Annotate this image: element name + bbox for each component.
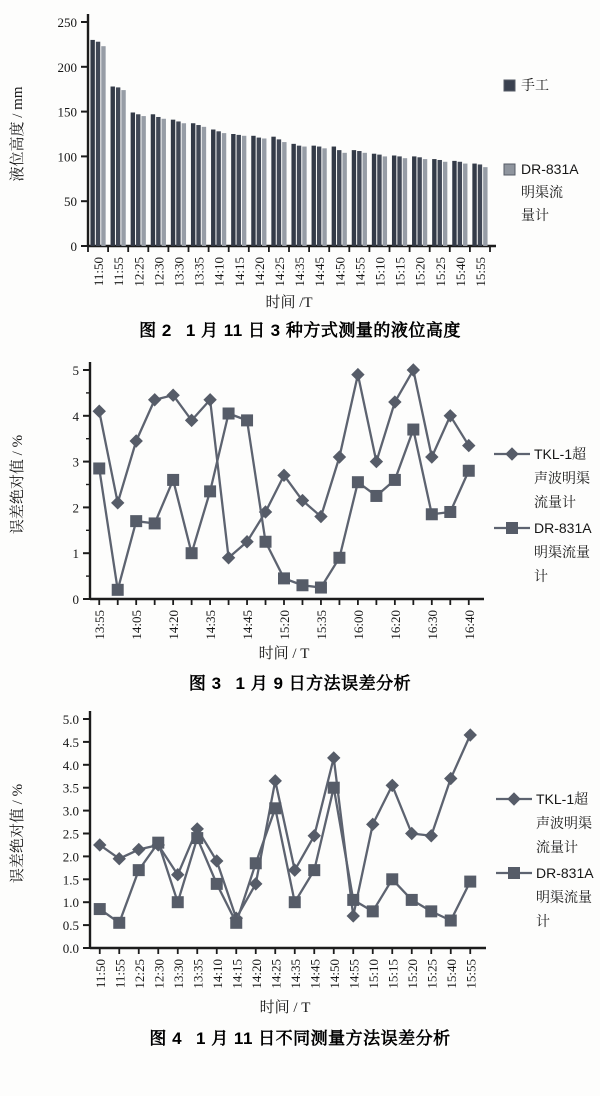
y-axis-title: 液位高度 / mm	[10, 86, 26, 182]
bar	[383, 156, 387, 246]
square-marker	[445, 506, 456, 517]
bar	[417, 157, 421, 246]
x-tick-label: 14:15	[229, 959, 245, 989]
bar	[121, 90, 125, 246]
y-tick-label: 3.0	[62, 803, 79, 819]
x-tick-label: 14:50	[332, 257, 348, 287]
y-tick-label: 4.0	[62, 757, 79, 773]
legend-item-1	[504, 77, 549, 93]
diamond-marker	[463, 440, 475, 452]
legend-swatch	[504, 164, 515, 175]
diamond-marker	[444, 410, 456, 422]
y-axis-title: 误差绝对值 / %	[10, 434, 26, 535]
diamond-marker	[508, 793, 520, 805]
line-series-2	[94, 408, 475, 595]
square-marker	[211, 878, 222, 889]
bar	[116, 87, 120, 246]
diamond-marker	[347, 910, 359, 922]
bar	[171, 120, 175, 246]
diamond-marker	[464, 729, 476, 741]
bar	[216, 131, 220, 246]
y-tick-label: 0	[70, 239, 77, 254]
square-marker	[445, 915, 456, 926]
bar	[211, 130, 215, 246]
figure-2-bar-chart-canvas	[0, 6, 600, 314]
x-tick-label: 13:35	[190, 959, 206, 989]
legend-label: 明渠流量	[534, 544, 590, 560]
bar	[392, 156, 396, 246]
bar	[182, 123, 186, 246]
figure-3-line-chart-canvas	[0, 355, 600, 667]
bar	[257, 138, 261, 246]
x-tick-label: 11:55	[112, 959, 128, 989]
x-tick-label: 14:10	[211, 257, 227, 287]
figure-4-caption-text: 1 月 11 日不同测量方法误差分析	[196, 1029, 451, 1048]
y-tick-label: 2	[72, 500, 79, 516]
legend-label: 手工	[521, 77, 549, 93]
diamond-marker	[211, 855, 223, 867]
bar	[237, 135, 241, 246]
bar	[342, 153, 346, 246]
x-tick-label: 15:20	[277, 610, 292, 640]
diamond-marker	[308, 830, 320, 842]
bar	[191, 123, 195, 246]
diamond-marker	[112, 497, 124, 509]
x-tick-label: 14:55	[346, 959, 362, 989]
square-marker	[205, 486, 216, 497]
x-tick-label: 12:25	[131, 959, 147, 989]
diamond-marker	[289, 864, 301, 876]
bar	[222, 133, 226, 246]
bar	[196, 125, 200, 246]
legend-label: TKL-1超	[536, 791, 589, 807]
x-tick-label: 14:50	[326, 959, 342, 989]
square-marker	[387, 874, 398, 885]
diamond-marker	[370, 456, 382, 468]
diamond-marker	[426, 451, 438, 463]
bar	[162, 119, 166, 246]
diamond-marker	[445, 773, 457, 785]
bar	[136, 114, 140, 246]
bar	[412, 156, 416, 246]
diamond-marker	[389, 396, 401, 408]
bar	[297, 146, 301, 246]
diamond-marker	[406, 828, 418, 840]
diamond-marker	[130, 435, 142, 447]
legend-label: 声波明渠	[534, 470, 590, 486]
x-tick-label: 13:35	[191, 257, 207, 287]
y-tick-label: 250	[57, 15, 77, 30]
x-axis-title: 时间 /T	[265, 295, 313, 311]
diamond-marker	[352, 369, 364, 381]
bar	[282, 142, 286, 246]
y-tick-label: 2.0	[62, 849, 79, 865]
bar	[332, 147, 336, 246]
x-tick-label: 14:45	[307, 959, 323, 989]
y-tick-label: 5	[72, 363, 79, 378]
x-tick-label: 14:55	[352, 257, 368, 287]
x-tick-label: 15:35	[313, 610, 329, 640]
square-marker	[328, 782, 339, 793]
square-marker	[509, 868, 520, 879]
y-tick-label: 200	[57, 59, 77, 75]
x-tick-label: 15:15	[392, 257, 408, 287]
diamond-marker	[93, 405, 105, 417]
diamond-marker	[367, 818, 379, 830]
square-marker	[465, 876, 476, 887]
line-series-2	[94, 782, 476, 928]
bar	[141, 116, 145, 246]
legend-label: DR-831A	[521, 161, 579, 177]
figure-4-caption	[0, 1024, 600, 1049]
square-marker	[133, 865, 144, 876]
bar	[271, 137, 275, 246]
square-marker	[334, 552, 345, 563]
square-marker	[260, 536, 271, 547]
bar	[452, 161, 456, 246]
bar	[151, 114, 155, 246]
bar	[438, 160, 442, 246]
bar	[176, 121, 180, 246]
bar	[352, 150, 356, 246]
y-tick-label: 2.5	[62, 826, 79, 842]
bar	[443, 162, 447, 246]
x-tick-label: 14:25	[271, 257, 287, 287]
square-marker	[94, 904, 105, 915]
x-tick-label: 14:35	[203, 610, 219, 640]
square-marker	[94, 463, 105, 474]
legend-item-2	[494, 520, 592, 584]
x-tick-label: 14:20	[251, 257, 267, 287]
x-tick-label: 12:30	[151, 959, 167, 989]
x-tick-label: 11:50	[92, 959, 108, 989]
x-tick-label: 16:30	[424, 610, 440, 640]
bar	[251, 136, 255, 246]
y-tick-label: 3	[72, 454, 79, 470]
x-axis-title: 时间 / T	[259, 1000, 311, 1016]
bar	[156, 117, 160, 246]
bar	[242, 136, 246, 246]
square-marker	[168, 474, 179, 485]
diamond-marker	[133, 844, 145, 856]
line-series-1	[93, 364, 475, 564]
square-marker	[507, 523, 518, 534]
figure-4-line-chart-canvas	[0, 708, 600, 1022]
bar	[337, 150, 341, 246]
x-tick-label: 15:20	[404, 959, 420, 989]
bar	[202, 127, 206, 246]
square-marker	[367, 906, 378, 917]
square-marker	[112, 584, 123, 595]
square-marker	[231, 917, 242, 928]
figure-3-caption-text: 1 月 9 日方法误差分析	[235, 674, 412, 693]
square-marker	[463, 465, 474, 476]
bar	[478, 164, 482, 246]
legend-item-2	[496, 865, 594, 929]
diamond-marker	[328, 752, 340, 764]
x-tick-label: 15:55	[463, 959, 479, 989]
bar	[231, 134, 235, 246]
bar	[90, 40, 94, 246]
bar	[357, 151, 361, 246]
square-marker	[389, 474, 400, 485]
y-tick-label: 0	[72, 592, 79, 607]
diamond-marker	[149, 394, 161, 406]
figure-3-caption	[0, 669, 600, 694]
legend-label: 量计	[521, 207, 549, 223]
x-tick-label: 15:25	[432, 257, 448, 287]
diamond-marker	[333, 451, 345, 463]
x-tick-label: 15:55	[472, 257, 488, 287]
y-tick-label: 4	[72, 408, 79, 424]
bar	[458, 162, 462, 246]
square-marker	[223, 408, 234, 419]
x-tick-label: 14:35	[287, 959, 303, 989]
figure-2-caption	[0, 316, 600, 341]
square-marker	[315, 582, 326, 593]
y-tick-label: 1	[72, 546, 79, 562]
x-axis-title: 时间 / T	[258, 646, 310, 662]
legend-label: 流量计	[534, 494, 576, 510]
bar	[131, 112, 135, 246]
x-tick-label: 14:45	[312, 257, 328, 287]
x-tick-label: 15:40	[452, 257, 468, 287]
y-tick-label: 150	[57, 104, 77, 120]
square-marker	[242, 415, 253, 426]
square-marker	[297, 580, 308, 591]
diamond-marker	[269, 775, 281, 787]
legend-label: TKL-1超	[534, 446, 587, 462]
data-line	[100, 735, 471, 918]
square-marker	[131, 516, 142, 527]
x-tick-label: 16:20	[387, 610, 403, 640]
bar	[472, 164, 476, 246]
square-marker	[192, 833, 203, 844]
x-tick-label: 15:15	[385, 959, 401, 989]
square-marker	[352, 477, 363, 488]
y-tick-label: 4.5	[62, 734, 79, 750]
x-tick-label: 15:10	[372, 257, 388, 287]
x-tick-label: 14:15	[231, 257, 247, 287]
figure-3-caption-label: 图 3	[188, 674, 222, 693]
legend-label: 计	[536, 913, 550, 929]
legend-label: 明渠流	[521, 184, 563, 200]
square-marker	[371, 490, 382, 501]
x-tick-label: 11:50	[91, 257, 107, 287]
line-series-1	[94, 729, 477, 924]
legend-item-1	[494, 446, 590, 510]
figure-4-caption-label: 图 4	[149, 1029, 183, 1048]
bar	[483, 167, 487, 246]
diamond-marker	[386, 779, 398, 791]
x-tick-label: 15:10	[365, 959, 381, 989]
x-tick-label: 16:40	[461, 610, 477, 640]
bar	[377, 155, 381, 246]
y-tick-label: 3.5	[62, 780, 79, 796]
figure-2-caption-text: 1 月 11 日 3 种方式测量的液位高度	[185, 321, 461, 340]
bar	[423, 159, 427, 246]
bar	[111, 87, 115, 246]
square-marker	[186, 548, 197, 559]
x-tick-label: 14:20	[166, 610, 182, 640]
diamond-marker	[425, 830, 437, 842]
bar	[397, 156, 401, 246]
square-marker	[426, 509, 437, 520]
bar	[432, 159, 436, 246]
x-tick-label: 13:30	[171, 257, 187, 287]
bar	[312, 146, 316, 246]
bar	[317, 147, 321, 246]
square-marker	[279, 573, 290, 584]
legend-label: DR-831A	[536, 865, 594, 881]
bar	[322, 148, 326, 246]
bar	[262, 138, 266, 246]
bar	[302, 147, 306, 246]
diamond-marker	[506, 448, 518, 460]
x-tick-label: 12:30	[151, 257, 167, 287]
x-tick-label: 12:25	[131, 257, 147, 287]
square-marker	[406, 894, 417, 905]
square-marker	[114, 917, 125, 928]
legend-label: 声波明渠	[536, 815, 592, 831]
bar	[277, 139, 281, 246]
x-tick-label: 14:05	[129, 610, 145, 640]
square-marker	[289, 897, 300, 908]
x-tick-label: 13:55	[92, 610, 108, 640]
square-marker	[408, 424, 419, 435]
x-tick-label: 14:35	[292, 257, 308, 287]
bar	[403, 158, 407, 246]
x-tick-label: 16:00	[350, 610, 366, 640]
bar	[363, 153, 367, 246]
square-marker	[309, 865, 320, 876]
square-marker	[250, 858, 261, 869]
square-marker	[149, 518, 160, 529]
y-tick-label: 1.0	[62, 895, 79, 911]
square-marker	[348, 894, 359, 905]
diamond-marker	[407, 364, 419, 376]
y-tick-label: 1.5	[62, 872, 79, 888]
y-tick-label: 50	[64, 194, 77, 210]
legend-label: 流量计	[536, 839, 578, 855]
bar	[101, 46, 105, 246]
x-tick-label: 15:20	[412, 257, 428, 287]
figure-2-liquid-level-bar-chart	[0, 6, 600, 341]
legend-item-1	[496, 791, 592, 855]
x-tick-label: 14:10	[209, 959, 225, 989]
x-tick-label: 14:45	[240, 610, 256, 640]
y-axis-title: 误差绝对值 / %	[10, 783, 26, 884]
figure-2-caption-label: 图 2	[139, 321, 172, 340]
legend-swatch	[504, 80, 515, 91]
x-tick-label: 13:30	[170, 959, 186, 989]
square-marker	[153, 837, 164, 848]
y-tick-label: 0.5	[62, 918, 79, 934]
figure-4-error-line-chart	[0, 708, 600, 1049]
bar	[463, 164, 467, 246]
data-line	[99, 414, 469, 590]
x-tick-label: 15:40	[443, 959, 459, 989]
legend-item-2	[504, 161, 579, 223]
square-marker	[426, 906, 437, 917]
legend-label: 计	[534, 568, 548, 584]
x-tick-label: 15:25	[424, 959, 440, 989]
square-marker	[270, 803, 281, 814]
diamond-marker	[172, 869, 184, 881]
x-tick-label: 11:55	[111, 257, 127, 287]
bar	[96, 42, 100, 246]
square-marker	[172, 897, 183, 908]
y-tick-label: 5.0	[62, 712, 79, 727]
legend-label: 明渠流量	[536, 889, 592, 905]
legend-label: DR-831A	[534, 520, 592, 536]
x-tick-label: 14:20	[248, 959, 264, 989]
y-tick-label: 100	[57, 149, 77, 165]
x-tick-label: 14:25	[268, 959, 284, 989]
figure-3-error-line-chart	[0, 355, 600, 694]
bar	[372, 154, 376, 246]
y-tick-label: 0.0	[62, 941, 79, 956]
bar	[291, 144, 295, 246]
